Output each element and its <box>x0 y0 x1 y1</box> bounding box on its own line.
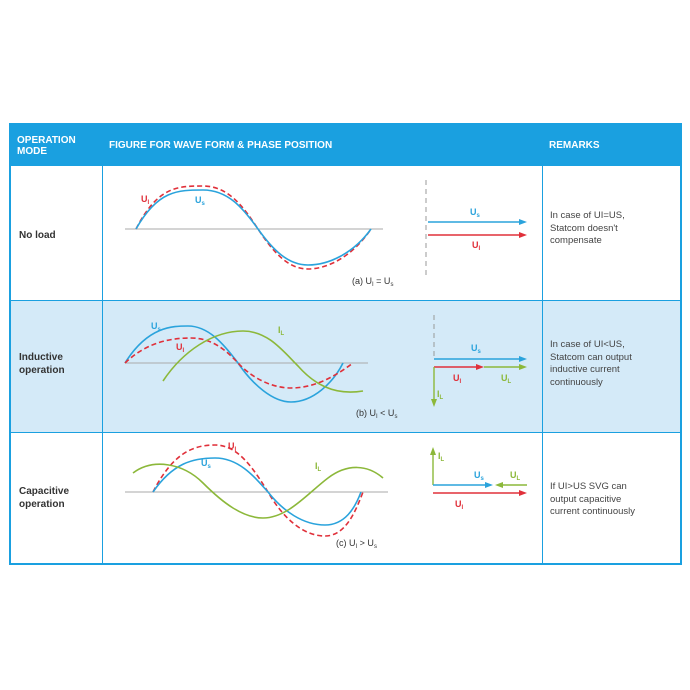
il-phasor-tip-arrowhead <box>495 482 503 488</box>
table-header <box>11 125 680 166</box>
caption-a: (a) $U_I = U_s$ <box>352 276 394 288</box>
us-wave <box>136 190 371 265</box>
il-phasor-label: $I_L$ <box>438 451 445 463</box>
ui-label: $U_I$ <box>228 441 237 453</box>
us-phasor-arrowhead <box>485 482 493 488</box>
remark-line: In case of UI=US, <box>550 210 625 221</box>
remark-text <box>550 339 675 389</box>
mode-label <box>19 229 56 242</box>
mode-line: Inductive <box>19 352 63 363</box>
us-label: $U_s$ <box>201 458 211 470</box>
il-phasor-label-right: $U_L$ <box>501 373 512 385</box>
il-label: $I_L$ <box>315 461 322 473</box>
remark-line: If UI>US SVG can <box>550 481 627 492</box>
remark-line: current continuously <box>550 506 636 517</box>
ui-phasor-arrowhead <box>476 364 484 370</box>
il-phasor-label: $I_L$ <box>437 389 444 401</box>
remark-text <box>550 481 675 519</box>
us-phasor-label: $U_s$ <box>474 470 484 482</box>
header-operation-mode <box>11 125 103 166</box>
ui-phasor-arrowhead <box>519 490 527 496</box>
ui-phasor-label: $U_I$ <box>455 499 464 511</box>
us-label: $U_s$ <box>151 321 161 333</box>
mode-line: operation <box>19 499 65 510</box>
row-no-load <box>11 166 680 300</box>
il-phasor-tip-arrowhead <box>519 364 527 370</box>
row-inductive <box>11 301 680 432</box>
caption-c: (c) $U_I > U_s$ <box>336 538 377 550</box>
us-wave <box>125 326 343 402</box>
mode-line: operation <box>19 365 65 376</box>
column-divider <box>102 125 103 563</box>
mode-label <box>19 485 69 511</box>
header-remarks: REMARKS <box>549 140 600 151</box>
ui-label: $U_I$ <box>176 342 185 354</box>
us-phasor-arrowhead <box>519 356 527 362</box>
ui-wave <box>136 186 371 269</box>
operation-table <box>9 123 682 565</box>
il-phasor-arrowhead <box>430 447 436 455</box>
remark-line: Statcom can output <box>550 351 632 363</box>
waveform-figure-c <box>103 433 543 563</box>
remark-line: inductive current <box>550 364 620 375</box>
header-mode-line1: OPERATION <box>17 134 76 146</box>
waveform-figure-a <box>103 166 543 300</box>
header-figure: FIGURE FOR WAVE FORM & PHASE POSITION <box>109 140 333 151</box>
mode-label <box>19 351 65 377</box>
caption-b: (b) $U_I < U_s$ <box>356 408 398 420</box>
us-label: $U_s$ <box>195 195 205 207</box>
ui-phasor-arrowhead <box>519 232 527 238</box>
header-mode-line2: MODE <box>17 145 47 157</box>
remark-line: output capacitive <box>550 493 622 505</box>
remark-line: compensate <box>550 235 602 246</box>
remark-line: continuously <box>550 376 603 388</box>
ui-phasor-label: $U_I$ <box>472 240 481 252</box>
mode-line: No load <box>19 230 56 241</box>
ui-label: $U_I$ <box>141 194 150 206</box>
remark-text <box>550 210 675 248</box>
row-capacitive <box>11 433 680 563</box>
waveform-figure-b <box>103 301 543 432</box>
il-phasor-arrowhead <box>431 399 437 407</box>
remark-line: In case of UI<US, <box>550 339 625 350</box>
us-phasor-arrowhead <box>519 219 527 225</box>
ui-wave <box>153 445 363 536</box>
remark-line: Statcom doesn't <box>550 222 618 234</box>
us-phasor-label: $U_s$ <box>470 207 480 219</box>
ui-phasor-label: $U_I$ <box>453 373 462 385</box>
mode-line: Capacitive <box>19 486 70 497</box>
us-phasor-label: $U_s$ <box>471 343 481 355</box>
il-phasor-label-right: $U_L$ <box>510 470 521 482</box>
il-wave <box>163 331 363 392</box>
column-divider <box>542 125 543 563</box>
il-label: $I_L$ <box>278 325 285 337</box>
